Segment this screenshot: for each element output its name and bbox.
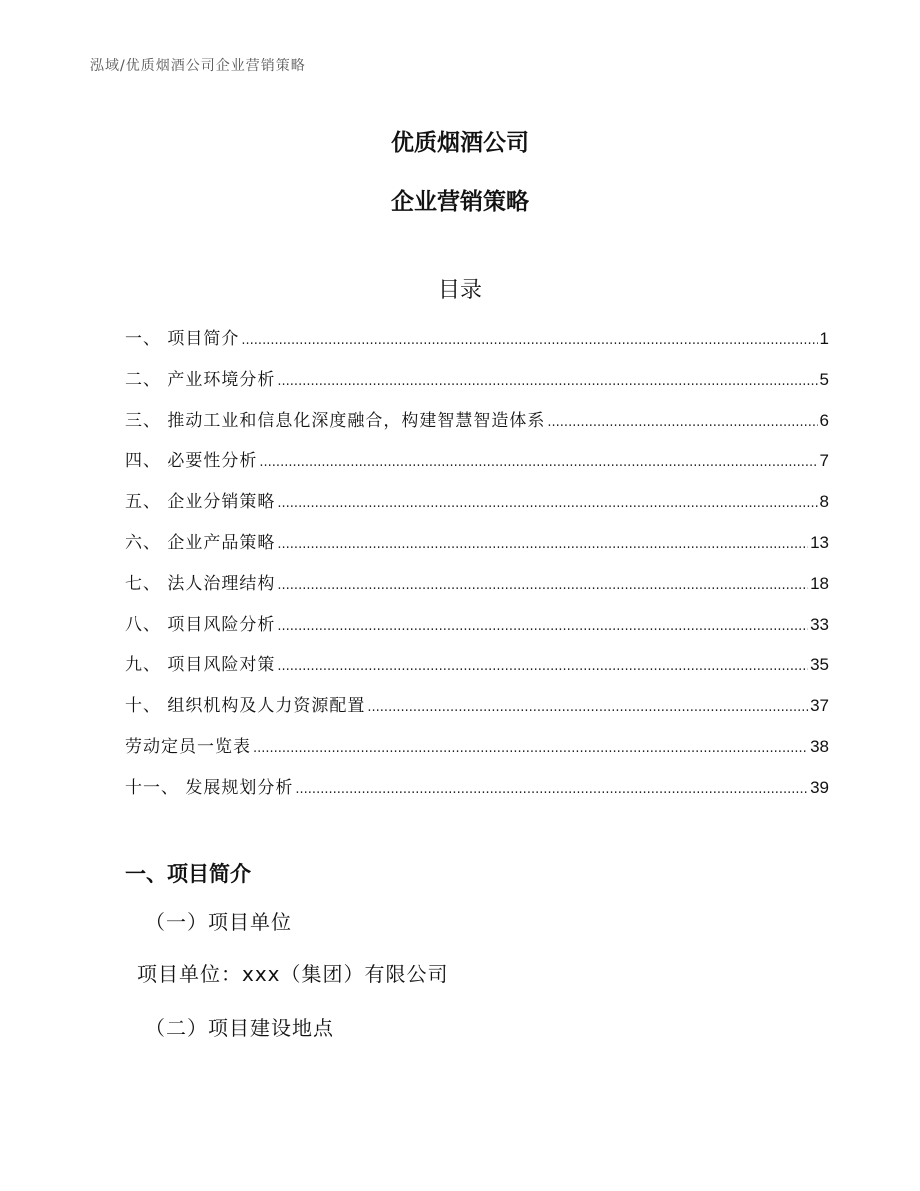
toc-entry-label: 六、 企业产品策略 [125, 532, 276, 553]
toc-leader-dots [367, 700, 808, 715]
toc-entry-label: 七、 法人治理结构 [125, 573, 276, 594]
toc-page-number: 6 [819, 410, 829, 430]
toc-entry[interactable] [125, 487, 829, 528]
toc-entry-label: 十一、 发展规划分析 [125, 777, 294, 798]
toc-leader-dots [547, 415, 817, 430]
toc-leader-dots [277, 496, 817, 511]
toc-page-number: 39 [810, 777, 829, 797]
toc-entry[interactable] [125, 610, 829, 651]
toc-entry[interactable] [125, 773, 829, 814]
toc-entry-label: 八、 项目风险分析 [125, 614, 276, 635]
toc-entry-label: 九、 项目风险对策 [125, 655, 276, 676]
toc-leader-dots [259, 455, 817, 470]
subsection-heading: （二）项目建设地点 [145, 1016, 334, 1040]
toc-entry[interactable] [125, 732, 829, 773]
toc-page-number: 8 [819, 492, 829, 512]
toc-page-number: 18 [810, 573, 829, 593]
toc-leader-dots [295, 782, 808, 797]
doc-title-line2: 企业营销策略 [391, 189, 529, 215]
toc-leader-dots [277, 374, 817, 389]
toc-leader-dots [277, 659, 808, 674]
toc-entry[interactable] [125, 446, 829, 487]
toc-leader-dots [253, 741, 808, 756]
toc-page-number: 1 [819, 329, 829, 348]
toc-leader-dots [277, 619, 808, 634]
toc-entry-label: 一、 项目简介 [125, 329, 240, 349]
section-heading: 一、项目简介 [125, 862, 251, 886]
toc-entry-label: 三、 推动工业和信息化深度融合，构建智慧智造体系 [125, 410, 546, 431]
toc-entry-label: 十、 组织机构及人力资源配置 [125, 696, 366, 717]
toc-page-number: 37 [810, 696, 829, 716]
toc-leader-dots [277, 578, 808, 593]
toc-entry-label: 劳动定员一览表 [125, 736, 251, 757]
body-text: 项目单位：xxx（集团）有限公司 [137, 962, 449, 986]
running-header: 泓域/优质烟酒公司企业营销策略 [90, 58, 306, 74]
toc-entry[interactable] [125, 406, 829, 447]
toc-entry[interactable] [125, 365, 829, 406]
subsection-heading: （一）项目单位 [145, 910, 292, 934]
doc-title-line1: 优质烟酒公司 [391, 130, 529, 156]
toc-page-number: 13 [810, 532, 829, 552]
toc-entry-label: 五、 企业分销策略 [125, 492, 276, 513]
toc-title: 目录 [437, 278, 482, 303]
toc-leader-dots [277, 537, 808, 552]
toc-entry[interactable] [125, 650, 829, 691]
toc-page-number: 5 [819, 369, 829, 389]
toc-entry[interactable] [125, 691, 829, 732]
toc-page-number: 38 [810, 736, 829, 756]
toc-entry[interactable] [125, 324, 829, 365]
toc-entry-label: 四、 必要性分析 [125, 451, 258, 472]
toc-page-number: 35 [810, 655, 829, 675]
toc-leader-dots [241, 333, 817, 348]
toc-entry-label: 二、 产业环境分析 [125, 369, 276, 390]
toc-entry[interactable] [125, 569, 829, 610]
toc-entry[interactable] [125, 528, 829, 569]
table-of-contents [125, 324, 829, 814]
toc-page-number: 7 [819, 451, 829, 471]
toc-page-number: 33 [810, 614, 829, 634]
